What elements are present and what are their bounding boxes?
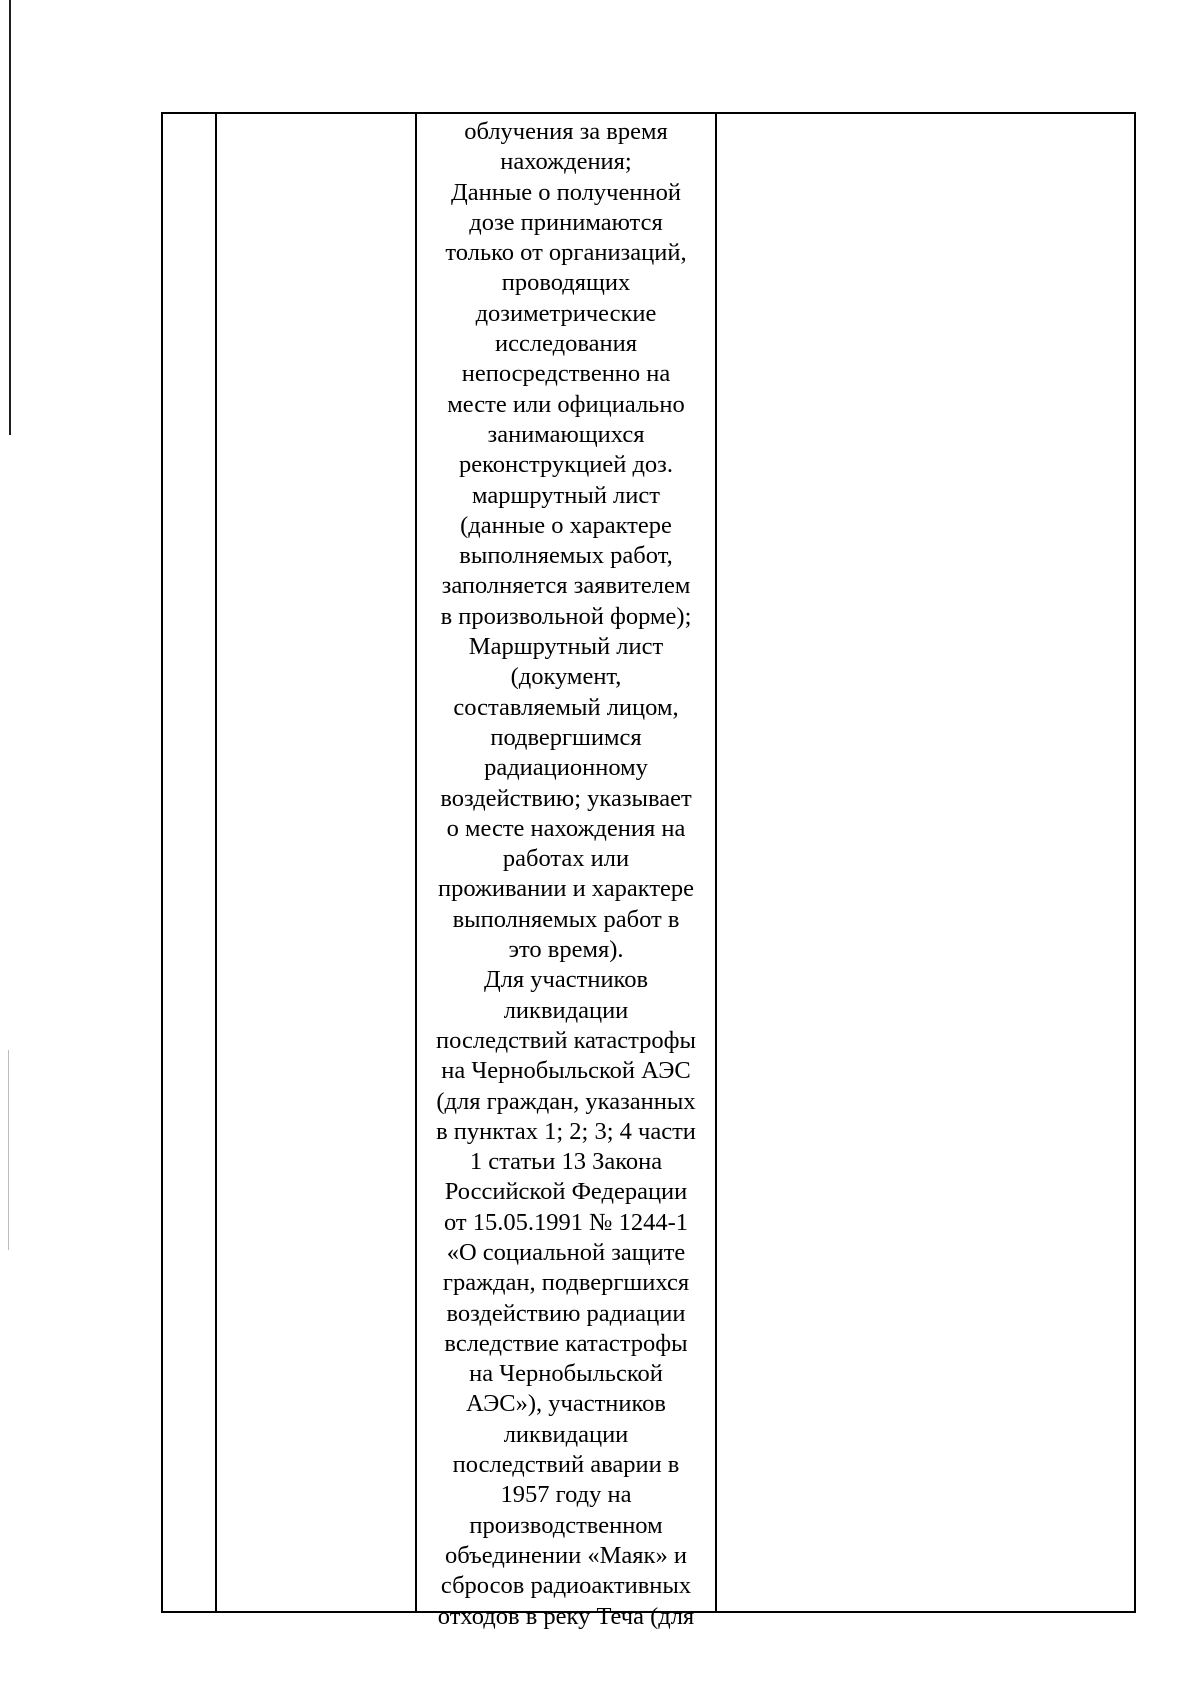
text-line: в произвольной форме); [440, 602, 692, 630]
text-line: граждан, подвергшихся [442, 1269, 690, 1297]
document-cell-text [417, 114, 715, 1632]
text-line: радиационному [484, 754, 648, 782]
table-column-name [217, 114, 417, 1611]
text-line: работах или [502, 845, 630, 873]
text-line: сбросов радиоактивных [440, 1572, 692, 1600]
text-line: выполняемых работ, [459, 542, 673, 570]
text-line: дозе принимаются [469, 208, 663, 236]
table-column-number [163, 114, 217, 1611]
text-line: проводящих [501, 269, 631, 297]
text-line: (данные о характере [460, 511, 672, 539]
table-column-notes [717, 114, 1134, 1611]
text-line: ликвидации [503, 1420, 629, 1448]
text-line: последствий катастрофы [436, 1026, 696, 1054]
text-line: подвергшимся [490, 723, 642, 751]
text-line: (документ, [510, 663, 622, 691]
text-line: реконструкцией доз. [459, 451, 673, 479]
document-table [161, 112, 1136, 1630]
text-line: непосредственно на [461, 360, 671, 388]
text-line: воздействию; указывает [440, 784, 692, 812]
text-line: последствий аварии в [452, 1451, 680, 1479]
text-line: нахождения; [500, 148, 632, 176]
text-line: о месте нахождения на [446, 814, 686, 842]
text-line: 1 статьи 13 Закона [469, 1148, 663, 1176]
text-line: Российской Федерации [444, 1178, 688, 1206]
text-line: вследствие катастрофы [444, 1329, 688, 1357]
text-line: Для участников [483, 966, 649, 994]
table-column-documents [417, 114, 717, 1630]
text-line: объединении «Маяк» и [445, 1541, 687, 1569]
text-line: на Чернобыльской АЭС [441, 1057, 691, 1085]
text-line: исследования [495, 330, 637, 358]
text-line: на Чернобыльской [469, 1360, 663, 1388]
text-line: 1957 году на [500, 1481, 632, 1509]
text-line: составляемый лицом, [453, 693, 679, 721]
text-line: маршрутный лист [472, 481, 660, 509]
text-line: выполняемых работ в [452, 905, 680, 933]
text-line: Маршрутный лист [468, 633, 664, 661]
text-line: облучения за время [464, 118, 668, 145]
text-line: дозиметрические [475, 299, 657, 327]
text-line: Данные о полученной [451, 178, 681, 206]
text-line: это время). [508, 936, 624, 964]
text-line: только от организаций, [445, 239, 687, 267]
scan-edge-faint-line [8, 1050, 9, 1250]
text-line: производственном [469, 1511, 663, 1539]
scan-edge-line [9, 0, 11, 435]
text-line: занимающихся [487, 420, 645, 448]
text-line: заполняется заявителем [441, 572, 691, 600]
text-line: месте или официально [447, 390, 685, 418]
text-line: воздействию радиации [446, 1299, 686, 1327]
text-line: ликвидации [503, 996, 629, 1024]
text-line: АЭС»), участников [466, 1390, 666, 1418]
text-line: (для граждан, указанных [436, 1087, 696, 1115]
text-line: от 15.05.1991 № 1244-1 [443, 1208, 689, 1236]
text-line: «О социальной защите [446, 1238, 686, 1266]
text-line: отходов в реку Теча (для [437, 1602, 695, 1630]
text-line: в пунктах 1; 2; 3; 4 части [436, 1117, 696, 1145]
text-line: проживании и характере [437, 875, 695, 903]
